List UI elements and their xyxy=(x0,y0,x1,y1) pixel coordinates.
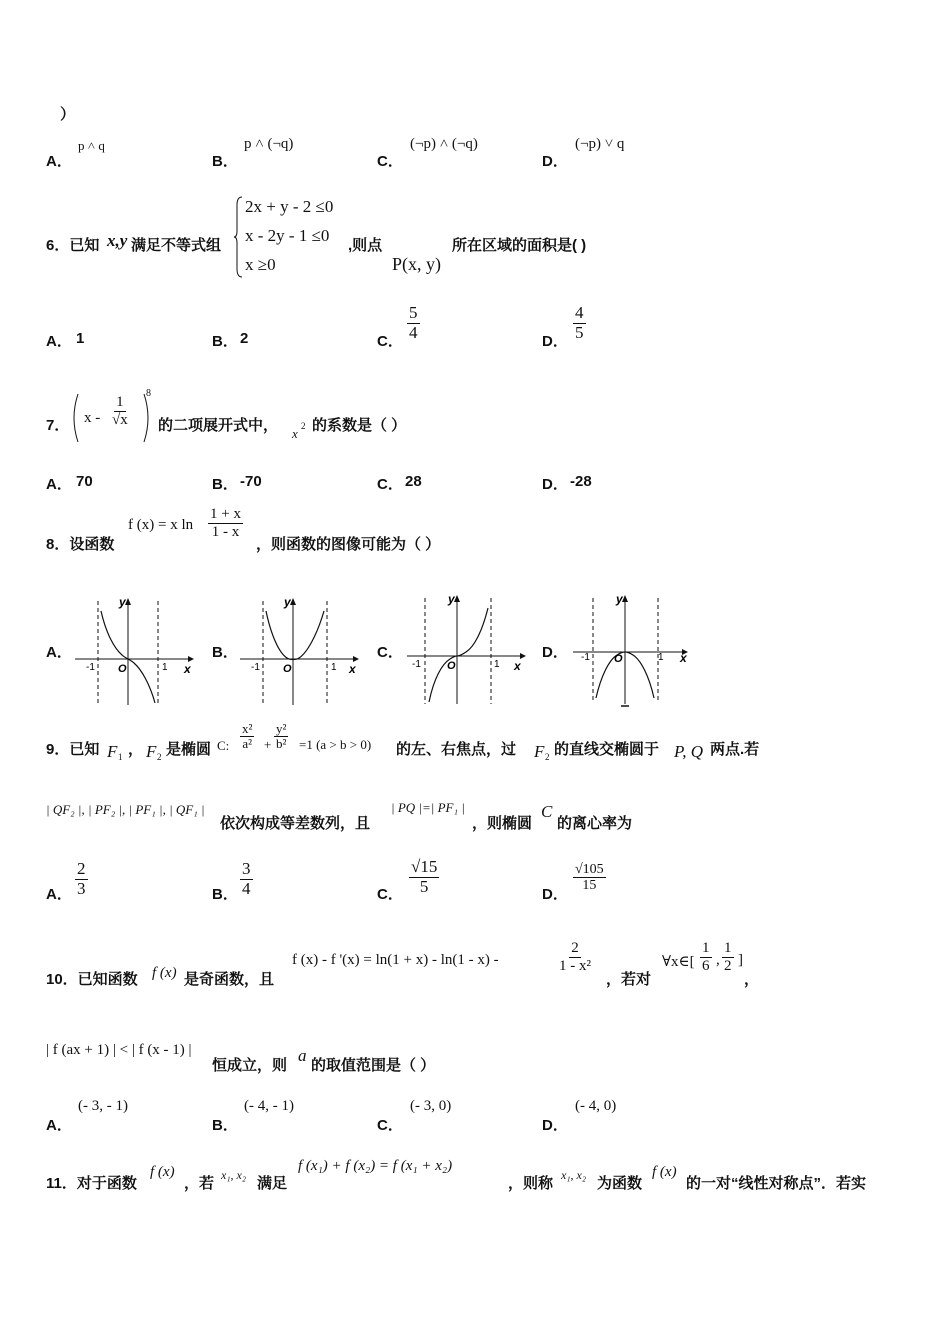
graph-a-origin: O xyxy=(118,663,127,675)
q9-ellipse-x-fraction xyxy=(240,722,254,752)
q5-tail: ） xyxy=(60,106,76,123)
q7-option-c-label[interactable]: C． xyxy=(377,476,403,493)
graph-c-tick-pos1: 1 xyxy=(494,659,500,670)
q9-comma: ， xyxy=(128,741,144,758)
q9-f1: F xyxy=(107,742,118,761)
q6-option-a-label[interactable]: A． xyxy=(46,333,72,350)
q9-option-d-fraction xyxy=(573,862,606,894)
q9-sequence-expr: | QF₂ |, | PF₂ |, | PF₁ |, | QF₁ | xyxy=(46,802,205,817)
q6-option-d-den: 5 xyxy=(575,322,584,342)
q5-option-a-expr: p ˄ q xyxy=(78,138,105,153)
q9-ellipse-rest: =1 (a > b > 0) xyxy=(299,737,372,752)
q10-text-a: 是奇函数，且 xyxy=(184,971,275,988)
q9-text-d: 两点.若 xyxy=(710,741,760,758)
q10-option-d-expr: (- 4, 0) xyxy=(575,1098,617,1114)
q7-expr-left: x - xyxy=(84,410,101,426)
q8-option-a-label[interactable]: A． xyxy=(46,644,72,661)
q10-option-b-expr: (- 4, - 1) xyxy=(244,1098,294,1114)
q8-option-b-label[interactable]: B． xyxy=(212,644,238,661)
q6-system-line-2: x - 2y - 1 ≤0 xyxy=(245,226,330,245)
q6-option-d-num: 4 xyxy=(575,303,584,322)
graph-c-tick-neg1: -1 xyxy=(412,659,421,670)
q10-option-a-expr: (- 3, - 1) xyxy=(78,1098,128,1114)
graph-b-y-arrow xyxy=(290,598,296,605)
q8-func-den: 1 - x xyxy=(211,523,240,540)
q7-prefix: 7． xyxy=(46,417,70,434)
q6-option-c-num: 5 xyxy=(409,303,418,322)
q9-option-a-fraction xyxy=(75,860,88,898)
q9-ellipse-y-fraction xyxy=(274,722,288,752)
q9-option-c-num: √15 xyxy=(411,857,438,876)
q9-f1-sub: 1 xyxy=(118,752,123,762)
q10-option-b-label[interactable]: B． xyxy=(212,1117,238,1134)
q10-interval-close: ] xyxy=(738,952,743,968)
q8-prefix: 8．设函数 xyxy=(46,536,115,553)
q6-point: P(x, y) xyxy=(392,254,441,274)
graph-b-tick-pos1: 1 xyxy=(331,662,337,673)
q9-ellipse-y-den: b² xyxy=(276,736,287,752)
q8-graph-b[interactable] xyxy=(235,593,360,708)
q9-option-c-den: 5 xyxy=(419,876,429,896)
q10-option-c-label[interactable]: C． xyxy=(377,1117,403,1134)
q7-expr-den: √x xyxy=(112,411,128,428)
q10-option-c-expr: (- 3, 0) xyxy=(410,1098,452,1114)
q9-ellipse-x-den: a² xyxy=(242,736,253,752)
q11-text-c: ，则称 xyxy=(508,1175,554,1192)
q7-text-b: 的系数是（ ） xyxy=(312,417,407,434)
q10-equation-fraction xyxy=(557,940,593,974)
q9-option-b-label[interactable]: B． xyxy=(212,886,238,903)
graph-a-y-arrow xyxy=(125,598,131,605)
q7-term-power: 2 xyxy=(301,421,306,431)
q10-text-b: ，若对 xyxy=(606,971,652,988)
graph-d-origin: O xyxy=(614,653,623,665)
q9-option-b-fraction xyxy=(240,860,253,898)
q9-option-b-num: 3 xyxy=(242,859,251,878)
q9-f2-line-sub: 2 xyxy=(545,752,550,762)
q9-condition: | PQ |=| PF₁ | xyxy=(391,800,465,815)
q9-ellipse-plus: + xyxy=(264,737,272,752)
q10-interval-low xyxy=(700,940,712,974)
q11-fx: f (x) xyxy=(150,1164,175,1180)
q11-x12: x₁, x₂ xyxy=(221,1168,246,1182)
graph-a-tick-pos1: 1 xyxy=(162,662,168,673)
q6-option-b-value: 2 xyxy=(240,330,249,347)
graph-c-y-label: y xyxy=(448,592,455,606)
q8-option-c-label[interactable]: C． xyxy=(377,644,403,661)
q11-x12-b: x₁, x₂ xyxy=(561,1168,586,1182)
graph-a-tick-neg1: -1 xyxy=(86,662,95,673)
q9-option-c-label[interactable]: C． xyxy=(377,886,403,903)
q9-c: C xyxy=(541,802,553,821)
q10-fx: f (x) xyxy=(152,965,177,981)
q7-option-d-label[interactable]: D． xyxy=(542,476,568,493)
q6-text-b: ,则点 xyxy=(348,237,383,254)
q6-system-line-1: 2x + y - 2 ≤0 xyxy=(245,197,334,216)
q10-forall: ∀x∈[ xyxy=(662,954,695,970)
q10-option-d-label[interactable]: D． xyxy=(542,1117,568,1134)
q9-option-a-num: 2 xyxy=(77,859,86,878)
q9-option-d-den: 15 xyxy=(582,878,597,894)
q6-option-c-den: 4 xyxy=(409,322,418,342)
q11-text-d: 为函数 xyxy=(597,1175,643,1192)
q9-pq: P, Q xyxy=(674,742,703,761)
q9-option-d-label[interactable]: D． xyxy=(542,886,568,903)
q10-interval-low-den: 6 xyxy=(702,957,710,974)
q7-option-a-label[interactable]: A． xyxy=(46,476,72,493)
q10-equation-left: f (x) - f '(x) = ln(1 + x) - ln(1 - x) - xyxy=(292,952,499,968)
q8-graph-a[interactable] xyxy=(70,593,195,708)
q6-option-c-label[interactable]: C． xyxy=(377,333,403,350)
q7-text-a: 的二项展开式中， xyxy=(158,417,279,434)
graph-b-y-label: y xyxy=(284,595,291,609)
q6-option-a-value: 1 xyxy=(76,330,85,347)
graph-d-y-arrow xyxy=(622,595,628,602)
q6-vars: x,y xyxy=(107,231,128,250)
graph-d-tick-neg1: -1 xyxy=(581,652,590,663)
q6-option-d-fraction xyxy=(573,304,586,342)
graph-a-y-label: y xyxy=(119,595,126,609)
q5-option-a-label[interactable]: A． xyxy=(46,153,72,170)
q11-text-e: 的一对“线性对称点”．若实 xyxy=(686,1175,867,1192)
q7-option-a-value: 70 xyxy=(76,473,93,490)
q9-text-e: 依次构成等差数列，且 xyxy=(220,815,371,832)
graph-c-curve xyxy=(429,608,488,702)
q9-text-c: 的直线交椭圆于 xyxy=(554,741,660,758)
q7-option-c-value: 28 xyxy=(405,473,422,490)
q5-option-c-label[interactable]: C． xyxy=(377,153,403,170)
q5-option-d-expr: (¬p) ˅ q xyxy=(575,136,625,152)
graph-c-x-label: x xyxy=(514,659,521,673)
graph-c-x-arrow xyxy=(520,653,526,659)
q10-interval-low-num: 1 xyxy=(702,940,710,956)
q10-equation-den: 1 - x² xyxy=(559,957,591,974)
q9-text-f: ，则椭圆 xyxy=(472,815,533,832)
graph-d-x-label: x xyxy=(680,651,687,665)
q9-option-a-den: 3 xyxy=(77,878,86,898)
q10-interval-high xyxy=(722,940,734,974)
q6-text-c: 所在区域的面积是( ) xyxy=(452,237,587,254)
q9-option-b-den: 4 xyxy=(242,878,251,898)
q5-option-b-label[interactable]: B． xyxy=(212,153,238,170)
q9-f2-sub: 2 xyxy=(157,752,162,762)
q8-func-fraction xyxy=(208,506,243,540)
q6-option-c-fraction xyxy=(407,304,420,342)
q10-interval-high-num: 1 xyxy=(724,940,732,956)
q10-equation-num: 2 xyxy=(571,940,579,956)
q5-option-b-expr: p ˄ (¬q) xyxy=(244,136,294,152)
q6-text-a: 满足不等式组 xyxy=(131,237,222,254)
q6-system-line-3: x ≥0 xyxy=(245,255,276,274)
q8-graph-d[interactable] xyxy=(568,590,693,710)
q5-option-d-label[interactable]: D． xyxy=(542,153,568,170)
q9-f2: F xyxy=(146,742,157,761)
q11-equation: f (x₁) + f (x₂) = f (x₁ + x₂) xyxy=(298,1158,453,1174)
q9-ellipse-name: C: xyxy=(217,738,230,753)
graph-a-x-label: x xyxy=(184,662,191,676)
q6-option-b-label[interactable]: B． xyxy=(212,333,238,350)
q9-text-a: 是椭圆 xyxy=(166,741,212,758)
q8-func-left: f (x) = x ln xyxy=(128,517,194,533)
graph-d-tick-pos1: 1 xyxy=(658,652,664,663)
q11-fx-2: f (x) xyxy=(652,1164,677,1180)
q8-text-a: ，则函数的图像可能为（ ） xyxy=(256,536,441,553)
q9-ellipse-x-num: x² xyxy=(242,721,253,736)
q7-power: 8 xyxy=(146,388,151,399)
q10-interval-comma: , xyxy=(716,952,720,968)
q9-option-d-num: √105 xyxy=(575,862,604,877)
graph-b-tick-neg1: -1 xyxy=(251,662,260,673)
q5-option-c-expr: (¬p) ˄ (¬q) xyxy=(410,136,478,152)
q10-text-d: 恒成立，则 xyxy=(212,1057,288,1074)
q8-func-num: 1 + x xyxy=(210,506,241,522)
q11-text-a: ，若 xyxy=(184,1175,215,1192)
q6-option-d-label[interactable]: D． xyxy=(542,333,568,350)
q11-text-b: 满足 xyxy=(257,1175,288,1192)
q7-expr-fraction xyxy=(110,394,130,428)
q10-option-a-label[interactable]: A． xyxy=(46,1117,72,1134)
graph-b-curve xyxy=(266,611,324,660)
graph-d-y-label: y xyxy=(616,592,623,606)
q10-inequality: | f (ax + 1) | < | f (x - 1) | xyxy=(46,1042,192,1058)
graph-c-origin: O xyxy=(447,660,456,672)
q7-expr-num: 1 xyxy=(116,394,124,410)
q9-ellipse-y-num: y² xyxy=(276,721,287,736)
q11-prefix: 11．对于函数 xyxy=(46,1175,137,1192)
q10-text-e: 的取值范围是（ ） xyxy=(311,1057,436,1074)
q8-graph-c[interactable] xyxy=(402,590,527,708)
q9-f2-line: F xyxy=(534,742,545,761)
graph-c-y-arrow xyxy=(454,595,460,602)
q10-text-c: ， xyxy=(744,971,760,988)
q7-option-b-label[interactable]: B． xyxy=(212,476,238,493)
q6-system-brace xyxy=(234,195,244,279)
graph-b-x-label: x xyxy=(349,662,356,676)
q7-term: x xyxy=(292,426,298,441)
q7-option-b-value: -70 xyxy=(240,473,262,490)
q9-text-g: 的离心率为 xyxy=(557,815,633,832)
q10-interval-high-den: 2 xyxy=(724,957,732,974)
q7-option-d-value: -28 xyxy=(570,473,592,490)
q10-prefix: 10．已知函数 xyxy=(46,971,138,988)
graph-b-origin: O xyxy=(283,663,292,675)
q9-text-b: 的左、右焦点，过 xyxy=(396,741,517,758)
q8-option-d-label[interactable]: D． xyxy=(542,644,568,661)
q9-option-c-fraction xyxy=(409,858,439,896)
q6-prefix: 6．已知 xyxy=(46,237,100,254)
q9-option-a-label[interactable]: A． xyxy=(46,886,72,903)
q10-a: a xyxy=(298,1046,307,1065)
q9-prefix: 9．已知 xyxy=(46,741,100,758)
